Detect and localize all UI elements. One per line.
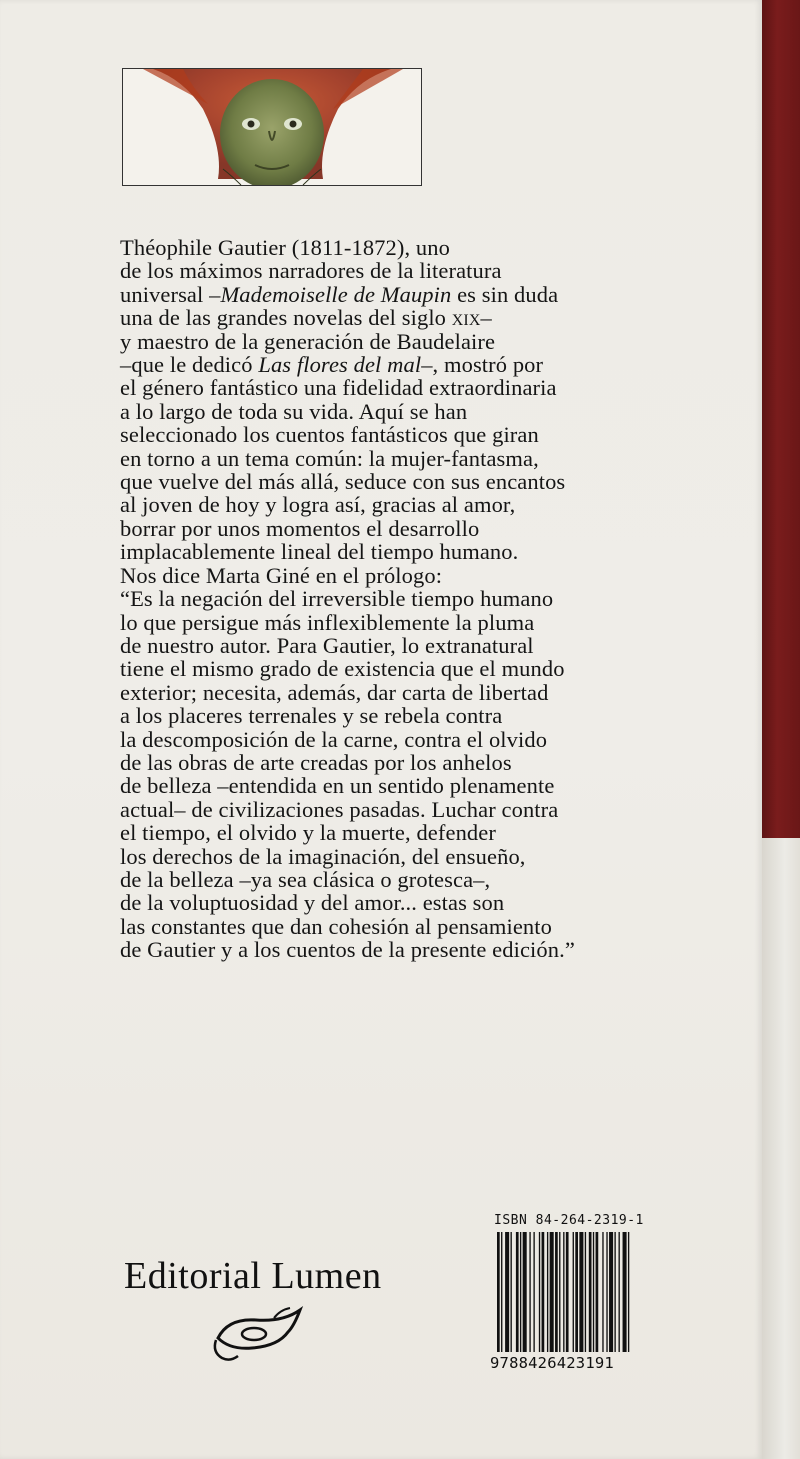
text-run: actual– de civilizaciones pasadas. Luchar contra bbox=[120, 796, 559, 822]
blurb-line bbox=[120, 845, 680, 868]
barcode-bar bbox=[497, 1232, 500, 1352]
blurb-line bbox=[120, 774, 680, 797]
barcode-bar bbox=[609, 1232, 613, 1352]
blurb-line bbox=[120, 634, 680, 657]
blurb-line bbox=[120, 681, 680, 704]
italic-title: Las flores del mal bbox=[258, 352, 422, 378]
cover-illustration bbox=[122, 68, 422, 186]
text-run: las constantes que dan cohesión al pensamiento bbox=[120, 913, 552, 939]
barcode-bar bbox=[614, 1232, 615, 1352]
blurb-line bbox=[120, 540, 680, 563]
blurb-line bbox=[120, 798, 680, 821]
barcode-bar bbox=[523, 1232, 527, 1352]
barcode-bar bbox=[529, 1232, 530, 1352]
barcode-bar bbox=[628, 1232, 629, 1352]
text-run: de la belleza –ya sea clásica o grotesca–, bbox=[120, 866, 491, 892]
text-run: los derechos de la imaginación, del ensueño, bbox=[120, 843, 526, 869]
text-run: en torno a un tema común: la mujer-fantasma, bbox=[120, 445, 539, 471]
blurb-line bbox=[120, 470, 680, 493]
blurb-line bbox=[120, 447, 680, 470]
spine-lower bbox=[762, 838, 800, 1459]
blurb-line bbox=[120, 306, 680, 329]
barcode-bar bbox=[575, 1232, 578, 1352]
blurb-line bbox=[120, 587, 680, 610]
text-run: y maestro de la generación de Baudelaire bbox=[120, 328, 496, 354]
blurb-line bbox=[120, 400, 680, 423]
text-run: implacablemente lineal del tiempo humano. bbox=[120, 539, 519, 565]
barcode-bar bbox=[589, 1232, 592, 1352]
barcode-bar bbox=[539, 1232, 540, 1352]
text-run: –, mostró por bbox=[421, 352, 544, 378]
barcode-bar bbox=[573, 1232, 574, 1352]
text-run: de los máximos narradores de la literatura bbox=[120, 258, 502, 284]
text-run: al joven de hoy y logra así, gracias al amor, bbox=[120, 492, 516, 518]
blurb-line bbox=[120, 611, 680, 634]
barcode-bar bbox=[585, 1232, 586, 1352]
text-run: a lo largo de toda su vida. Aquí se han bbox=[120, 398, 468, 424]
text-run: borrar por unos momentos el desarrollo bbox=[120, 515, 480, 541]
text-run: exterior; necesita, además, dar carta de libertad bbox=[120, 679, 549, 705]
text-run: “Es la negación del irreversible tiempo humano bbox=[120, 586, 554, 612]
barcode-bar bbox=[550, 1232, 554, 1352]
text-run: lo que persigue más inflexiblemente la pluma bbox=[120, 609, 535, 635]
blurb-line bbox=[120, 915, 680, 938]
barcode-bar bbox=[566, 1232, 569, 1352]
small-caps-text: xix bbox=[451, 305, 481, 331]
text-run: que vuelve del más allá, seduce con sus encantos bbox=[120, 469, 566, 495]
blurb-line bbox=[120, 376, 680, 399]
text-run: el tiempo, el olvido y la muerte, defender bbox=[120, 820, 496, 846]
italic-title: Mademoiselle de Maupin bbox=[220, 281, 452, 307]
barcode-bar bbox=[516, 1232, 519, 1352]
blurb-line bbox=[120, 751, 680, 774]
barcode bbox=[497, 1232, 669, 1352]
barcode-bar bbox=[623, 1232, 627, 1352]
barcode-bar bbox=[602, 1232, 603, 1352]
text-run: a los placeres terrenales y se rebela contra bbox=[120, 703, 503, 729]
barcode-bar bbox=[559, 1232, 560, 1352]
barcode-bar bbox=[511, 1232, 512, 1352]
blurb-line bbox=[120, 657, 680, 680]
barcode-bar bbox=[547, 1232, 548, 1352]
face-portrait-icon bbox=[123, 69, 421, 185]
barcode-bar bbox=[542, 1232, 545, 1352]
text-run: seleccionado los cuentos fantásticos que giran bbox=[120, 422, 539, 448]
barcode-bar bbox=[593, 1232, 594, 1352]
blurb-line bbox=[120, 517, 680, 540]
text-run: de la voluptuosidad y del amor... estas son bbox=[120, 890, 505, 916]
blurb-line bbox=[120, 493, 680, 516]
blurb-line bbox=[120, 330, 680, 353]
blurb-line bbox=[120, 353, 680, 376]
text-run: es sin duda bbox=[451, 281, 559, 307]
oil-lamp-icon bbox=[208, 1296, 308, 1366]
blurb-line bbox=[120, 728, 680, 751]
blurb-line bbox=[120, 868, 680, 891]
text-run: de belleza –entendida en un sentido plenamente bbox=[120, 773, 555, 799]
barcode-bar bbox=[520, 1232, 521, 1352]
isbn-label: ISBN 84-264-2319-1 bbox=[494, 1213, 644, 1228]
text-run: universal – bbox=[120, 281, 221, 307]
blurb-line bbox=[120, 704, 680, 727]
text-run: de nuestro autor. Para Gautier, lo extranatural bbox=[120, 632, 534, 658]
back-cover-blurb bbox=[120, 236, 680, 962]
text-run: la descomposición de la carne, contra el olvido bbox=[120, 726, 548, 752]
barcode-bar bbox=[501, 1232, 502, 1352]
text-run: Nos dice Marta Giné en el prólogo: bbox=[120, 562, 443, 588]
barcode-bar bbox=[619, 1232, 620, 1352]
blurb-line bbox=[120, 938, 680, 961]
barcode-bar bbox=[606, 1232, 607, 1352]
barcode-bar bbox=[563, 1232, 564, 1352]
blurb-line bbox=[120, 236, 680, 259]
barcode-bar bbox=[533, 1232, 534, 1352]
barcode-bar bbox=[579, 1232, 583, 1352]
barcode-bar bbox=[555, 1232, 558, 1352]
text-run: de las obras de arte creadas por los anhelos bbox=[120, 749, 512, 775]
barcode-bar bbox=[505, 1232, 509, 1352]
text-run: – bbox=[480, 305, 492, 331]
blurb-line bbox=[120, 259, 680, 282]
blurb-line bbox=[120, 283, 680, 306]
blurb-line bbox=[120, 423, 680, 446]
spine-red-band bbox=[762, 0, 800, 838]
text-run: una de las grandes novelas del siglo bbox=[120, 305, 452, 331]
publisher-name: Editorial Lumen bbox=[124, 1255, 382, 1297]
blurb-line bbox=[120, 891, 680, 914]
blurb-line bbox=[120, 821, 680, 844]
text-run: el género fantástico una fidelidad extraordinaria bbox=[120, 375, 557, 401]
barcode-bar bbox=[596, 1232, 599, 1352]
text-run: de Gautier y a los cuentos de la presente edición.” bbox=[120, 937, 575, 963]
blurb-line bbox=[120, 564, 680, 587]
text-run: tiene el mismo grado de existencia que el mundo bbox=[120, 656, 565, 682]
ean-number: 9788426423191 bbox=[490, 1354, 614, 1372]
text-run: Théophile Gautier (1811-1872), uno bbox=[120, 235, 450, 260]
text-run: –que le dedicó bbox=[120, 352, 259, 378]
